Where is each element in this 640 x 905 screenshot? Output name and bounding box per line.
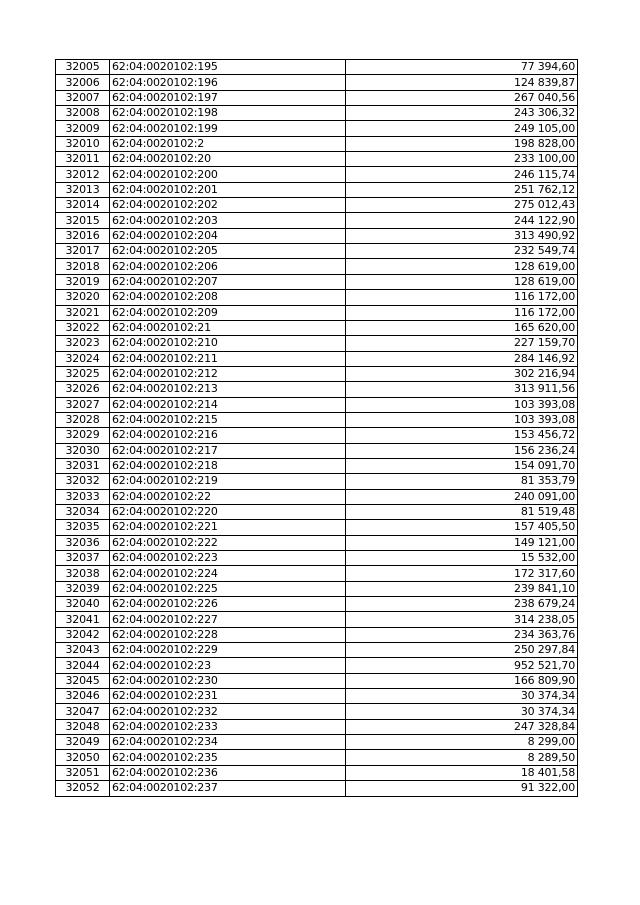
cadastral-number-cell: 62:04:0020102:21	[110, 320, 346, 335]
value-cell: 149 121,00	[346, 535, 578, 550]
value-cell: 30 374,34	[346, 689, 578, 704]
row-number-cell: 32016	[56, 228, 110, 243]
cadastral-number-cell: 62:04:0020102:200	[110, 167, 346, 182]
table-row	[56, 351, 578, 366]
table-row	[56, 474, 578, 489]
cadastral-number-cell: 62:04:0020102:237	[110, 781, 346, 796]
table-row	[56, 520, 578, 535]
value-cell: 103 393,08	[346, 412, 578, 427]
value-cell: 239 841,10	[346, 581, 578, 596]
cadastral-number-cell: 62:04:0020102:230	[110, 673, 346, 688]
value-cell: 246 115,74	[346, 167, 578, 182]
cadastral-number-cell: 62:04:0020102:213	[110, 382, 346, 397]
value-cell: 275 012,43	[346, 198, 578, 213]
table-row	[56, 627, 578, 642]
value-cell: 198 828,00	[346, 136, 578, 151]
row-number-cell: 32012	[56, 167, 110, 182]
table-row	[56, 182, 578, 197]
cadastral-number-cell: 62:04:0020102:219	[110, 474, 346, 489]
cadastral-number-cell: 62:04:0020102:203	[110, 213, 346, 228]
table-row	[56, 274, 578, 289]
row-number-cell: 32039	[56, 581, 110, 596]
cadastral-number-cell: 62:04:0020102:227	[110, 612, 346, 627]
table-row	[56, 259, 578, 274]
table-row	[56, 60, 578, 75]
value-cell: 156 236,24	[346, 443, 578, 458]
value-cell: 103 393,08	[346, 397, 578, 412]
table-row	[56, 198, 578, 213]
cadastral-number-cell: 62:04:0020102:217	[110, 443, 346, 458]
value-cell: 124 839,87	[346, 75, 578, 90]
table-row	[56, 704, 578, 719]
row-number-cell: 32018	[56, 259, 110, 274]
row-number-cell: 32038	[56, 566, 110, 581]
value-cell: 81 353,79	[346, 474, 578, 489]
cadastral-number-cell: 62:04:0020102:22	[110, 489, 346, 504]
row-number-cell: 32043	[56, 643, 110, 658]
row-number-cell: 32029	[56, 428, 110, 443]
cadastral-number-cell: 62:04:0020102:2	[110, 136, 346, 151]
row-number-cell: 32019	[56, 274, 110, 289]
value-cell: 243 306,32	[346, 106, 578, 121]
value-cell: 116 172,00	[346, 290, 578, 305]
cadastral-number-cell: 62:04:0020102:222	[110, 535, 346, 550]
value-cell: 314 238,05	[346, 612, 578, 627]
row-number-cell: 32047	[56, 704, 110, 719]
cadastral-number-cell: 62:04:0020102:233	[110, 719, 346, 734]
row-number-cell: 32036	[56, 535, 110, 550]
cadastral-number-cell: 62:04:0020102:228	[110, 627, 346, 642]
row-number-cell: 32010	[56, 136, 110, 151]
table-row	[56, 90, 578, 105]
value-cell: 232 549,74	[346, 244, 578, 259]
cadastral-number-cell: 62:04:0020102:23	[110, 658, 346, 673]
row-number-cell: 32021	[56, 305, 110, 320]
table-row	[56, 581, 578, 596]
value-cell: 8 299,00	[346, 735, 578, 750]
cadastral-number-cell: 62:04:0020102:221	[110, 520, 346, 535]
cadastral-number-cell: 62:04:0020102:206	[110, 259, 346, 274]
table-row	[56, 735, 578, 750]
table-row	[56, 689, 578, 704]
table-row	[56, 382, 578, 397]
cadastral-number-cell: 62:04:0020102:201	[110, 182, 346, 197]
value-cell: 91 322,00	[346, 781, 578, 796]
value-cell: 267 040,56	[346, 90, 578, 105]
table-row	[56, 612, 578, 627]
row-number-cell: 32005	[56, 60, 110, 75]
cadastral-number-cell: 62:04:0020102:211	[110, 351, 346, 366]
table-row	[56, 152, 578, 167]
row-number-cell: 32040	[56, 597, 110, 612]
value-cell: 227 159,70	[346, 336, 578, 351]
cadastral-number-cell: 62:04:0020102:231	[110, 689, 346, 704]
row-number-cell: 32032	[56, 474, 110, 489]
cadastral-number-cell: 62:04:0020102:210	[110, 336, 346, 351]
cadastral-number-cell: 62:04:0020102:199	[110, 121, 346, 136]
row-number-cell: 32006	[56, 75, 110, 90]
row-number-cell: 32033	[56, 489, 110, 504]
cadastral-number-cell: 62:04:0020102:208	[110, 290, 346, 305]
value-cell: 154 091,70	[346, 458, 578, 473]
row-number-cell: 32017	[56, 244, 110, 259]
table-row	[56, 765, 578, 780]
table-row	[56, 535, 578, 550]
table-row	[56, 106, 578, 121]
cadastral-number-cell: 62:04:0020102:198	[110, 106, 346, 121]
cadastral-number-cell: 62:04:0020102:226	[110, 597, 346, 612]
value-cell: 166 809,90	[346, 673, 578, 688]
row-number-cell: 32022	[56, 320, 110, 335]
value-cell: 284 146,92	[346, 351, 578, 366]
table-row	[56, 336, 578, 351]
row-number-cell: 32020	[56, 290, 110, 305]
table-row	[56, 551, 578, 566]
row-number-cell: 32051	[56, 765, 110, 780]
cadastral-number-cell: 62:04:0020102:204	[110, 228, 346, 243]
table-row	[56, 412, 578, 427]
cadastral-number-cell: 62:04:0020102:20	[110, 152, 346, 167]
cadastral-number-cell: 62:04:0020102:232	[110, 704, 346, 719]
value-cell: 153 456,72	[346, 428, 578, 443]
value-cell: 18 401,58	[346, 765, 578, 780]
value-cell: 244 122,90	[346, 213, 578, 228]
table-row	[56, 643, 578, 658]
cadastral-number-cell: 62:04:0020102:225	[110, 581, 346, 596]
row-number-cell: 32052	[56, 781, 110, 796]
row-number-cell: 32027	[56, 397, 110, 412]
row-number-cell: 32034	[56, 504, 110, 519]
table-row	[56, 121, 578, 136]
row-number-cell: 32041	[56, 612, 110, 627]
table-row	[56, 366, 578, 381]
row-number-cell: 32007	[56, 90, 110, 105]
table-row	[56, 428, 578, 443]
value-cell: 15 532,00	[346, 551, 578, 566]
value-cell: 249 105,00	[346, 121, 578, 136]
value-cell: 233 100,00	[346, 152, 578, 167]
cadastral-number-cell: 62:04:0020102:235	[110, 750, 346, 765]
table-row	[56, 658, 578, 673]
table-row	[56, 75, 578, 90]
value-cell: 302 216,94	[346, 366, 578, 381]
row-number-cell: 32025	[56, 366, 110, 381]
cadastral-number-cell: 62:04:0020102:224	[110, 566, 346, 581]
value-cell: 247 328,84	[346, 719, 578, 734]
table-row	[56, 397, 578, 412]
table-row	[56, 443, 578, 458]
row-number-cell: 32046	[56, 689, 110, 704]
table-row	[56, 750, 578, 765]
row-number-cell: 32044	[56, 658, 110, 673]
cadastral-number-cell: 62:04:0020102:207	[110, 274, 346, 289]
value-cell: 30 374,34	[346, 704, 578, 719]
row-number-cell: 32015	[56, 213, 110, 228]
cadastral-number-cell: 62:04:0020102:220	[110, 504, 346, 519]
cadastral-number-cell: 62:04:0020102:196	[110, 75, 346, 90]
value-cell: 128 619,00	[346, 274, 578, 289]
row-number-cell: 32050	[56, 750, 110, 765]
table-row	[56, 504, 578, 519]
cadastral-number-cell: 62:04:0020102:223	[110, 551, 346, 566]
cadastral-number-cell: 62:04:0020102:229	[110, 643, 346, 658]
table-row	[56, 489, 578, 504]
table-row	[56, 213, 578, 228]
row-number-cell: 32042	[56, 627, 110, 642]
row-number-cell: 32009	[56, 121, 110, 136]
cadastral-number-cell: 62:04:0020102:218	[110, 458, 346, 473]
table-row	[56, 290, 578, 305]
value-cell: 128 619,00	[346, 259, 578, 274]
row-number-cell: 32031	[56, 458, 110, 473]
row-number-cell: 32011	[56, 152, 110, 167]
value-cell: 116 172,00	[346, 305, 578, 320]
table-row	[56, 320, 578, 335]
row-number-cell: 32023	[56, 336, 110, 351]
value-cell: 313 911,56	[346, 382, 578, 397]
value-cell: 165 620,00	[346, 320, 578, 335]
cadastral-number-cell: 62:04:0020102:215	[110, 412, 346, 427]
row-number-cell: 32008	[56, 106, 110, 121]
cadastral-number-cell: 62:04:0020102:214	[110, 397, 346, 412]
row-number-cell: 32014	[56, 198, 110, 213]
row-number-cell: 32028	[56, 412, 110, 427]
row-number-cell: 32026	[56, 382, 110, 397]
cadastral-number-cell: 62:04:0020102:205	[110, 244, 346, 259]
row-number-cell: 32037	[56, 551, 110, 566]
row-number-cell: 32013	[56, 182, 110, 197]
cadastral-number-cell: 62:04:0020102:202	[110, 198, 346, 213]
value-cell: 238 679,24	[346, 597, 578, 612]
table-row	[56, 228, 578, 243]
value-cell: 234 363,76	[346, 627, 578, 642]
value-cell: 8 289,50	[346, 750, 578, 765]
cadastral-number-cell: 62:04:0020102:236	[110, 765, 346, 780]
cadastral-value-table	[55, 59, 578, 797]
value-cell: 240 091,00	[346, 489, 578, 504]
value-cell: 251 762,12	[346, 182, 578, 197]
cadastral-number-cell: 62:04:0020102:209	[110, 305, 346, 320]
row-number-cell: 32045	[56, 673, 110, 688]
cadastral-number-cell: 62:04:0020102:197	[110, 90, 346, 105]
table-row	[56, 673, 578, 688]
row-number-cell: 32035	[56, 520, 110, 535]
cadastral-number-cell: 62:04:0020102:212	[110, 366, 346, 381]
cadastral-number-cell: 62:04:0020102:234	[110, 735, 346, 750]
table-row	[56, 167, 578, 182]
table-row	[56, 136, 578, 151]
value-cell: 172 317,60	[346, 566, 578, 581]
cadastral-number-cell: 62:04:0020102:195	[110, 60, 346, 75]
table-body	[56, 60, 578, 797]
row-number-cell: 32030	[56, 443, 110, 458]
value-cell: 952 521,70	[346, 658, 578, 673]
table-row	[56, 719, 578, 734]
row-number-cell: 32049	[56, 735, 110, 750]
value-cell: 250 297,84	[346, 643, 578, 658]
table-row	[56, 244, 578, 259]
table-row	[56, 458, 578, 473]
table-row	[56, 305, 578, 320]
row-number-cell: 32048	[56, 719, 110, 734]
value-cell: 81 519,48	[346, 504, 578, 519]
value-cell: 157 405,50	[346, 520, 578, 535]
table-row	[56, 781, 578, 796]
table-row	[56, 566, 578, 581]
value-cell: 313 490,92	[346, 228, 578, 243]
row-number-cell: 32024	[56, 351, 110, 366]
table-row	[56, 597, 578, 612]
cadastral-number-cell: 62:04:0020102:216	[110, 428, 346, 443]
value-cell: 77 394,60	[346, 60, 578, 75]
